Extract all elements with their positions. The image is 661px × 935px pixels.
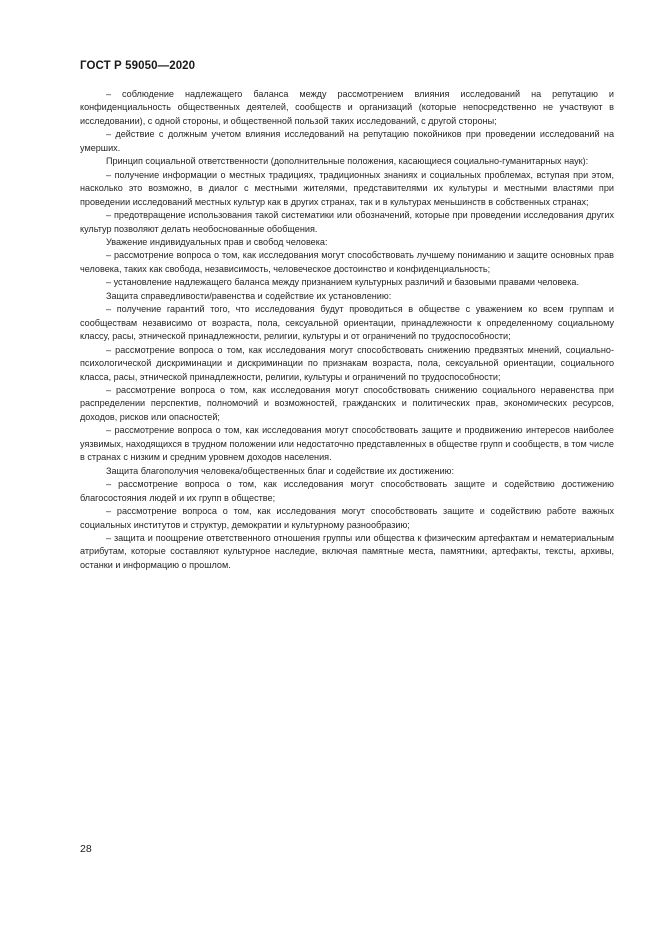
paragraph: – соблюдение надлежащего баланса между рассмотрением влияния исследований на репутацию и конфиденциальность общественных деятелей, сообществ и организаций (которые непосредственно не участвуют в исследовании), с одной стороны, и общественной пользой таких исследований, с другой стороны; xyxy=(80,89,614,126)
paragraph: Защита благополучия человека/общественных благ и содействие их достижению: xyxy=(106,465,455,476)
paragraph: – предотвращение использования такой систематики или обозначений, которые при проведении исследования других культур позволяют делать необоснованные обобщения. xyxy=(80,210,614,234)
paragraph: – рассмотрение вопроса о том, как исследования могут способствовать лучшему пониманию и защите основных прав человека, таких как свобода, независимость, человеческое достоинство и конфиденциальность; xyxy=(80,250,614,274)
paragraph: Принцип социальной ответственности (дополнительные положения, касающиеся социально-гуманитарных наук): xyxy=(106,156,589,167)
paragraph: – рассмотрение вопроса о том, как исследования могут способствовать защите и содействию достижению благосостояния людей и их групп в обществе; xyxy=(80,479,614,503)
page-number: 28 xyxy=(80,843,92,855)
paragraph: – защита и поощрение ответственного отношения группы или общества к физическим артефактам и нематериальным атрибутам, которые составляют культурное наследие, включая памятные места, памятники, артефакты, тексты, архивы, останки и информацию о прошлом. xyxy=(80,532,614,570)
paragraph: – рассмотрение вопроса о том, как исследования могут способствовать снижению предвзятых мнений, социально-психологической дискриминации и дискриминации по признакам возраста, пола, сексуальной ориентации, социального класса, расы, этнической принадлежности, религии, культуры и ограничений по трудоспособности; xyxy=(80,344,614,382)
paragraph: – установление надлежащего баланса между признанием культурных различий и базовыми правами человека. xyxy=(106,277,580,288)
paragraph: – рассмотрение вопроса о том, как исследования могут способствовать защите и продвижению интересов наиболее уязвимых, находящихся в трудном положении или недостаточно представленных в обществе групп и сообществ, в том числе в странах с низким и средним уровнем доходов населения. xyxy=(80,425,614,463)
paragraph: Уважение индивидуальных прав и свобод человека: xyxy=(106,236,328,247)
paragraph: Защита справедливости/равенства и содействие их установлению: xyxy=(106,290,392,301)
body-text xyxy=(80,88,614,572)
paragraph: – рассмотрение вопроса о том, как исследования могут способствовать снижению социального неравенства при распределении перспектив, полномочий и возможностей, гражданских и политических прав, экономических ресурсов, доходов, рисков или опасностей; xyxy=(80,384,614,422)
paragraph: – получение информации о местных традициях, традиционных знаниях и социальных проблемах, вступая при этом, насколько это возможно, в диалог с местными жителями, представителями их культуры и местными властями при проведении исследований местных культур как в других странах, так и в культурах меньшинств в собственных странах; xyxy=(80,169,614,207)
paragraph: – рассмотрение вопроса о том, как исследования могут способствовать защите и содействию работе важных социальных институтов и структур, демократии и культурному разнообразию; xyxy=(80,506,614,530)
paragraph: – получение гарантий того, что исследования будут проводиться в обществе с уважением ко всем группам и сообществам независимо от возраста, пола, сексуальной ориентации, принадлежности к определенному социальному классу, расы, этнической принадлежности, религии, культуры и от ограничений по трудоспособности; xyxy=(80,304,614,342)
standard-header: ГОСТ Р 59050—2020 xyxy=(80,60,196,72)
paragraph: – действие с должным учетом влияния исследований на репутацию покойников при проведении исследований на умерших. xyxy=(80,129,614,153)
